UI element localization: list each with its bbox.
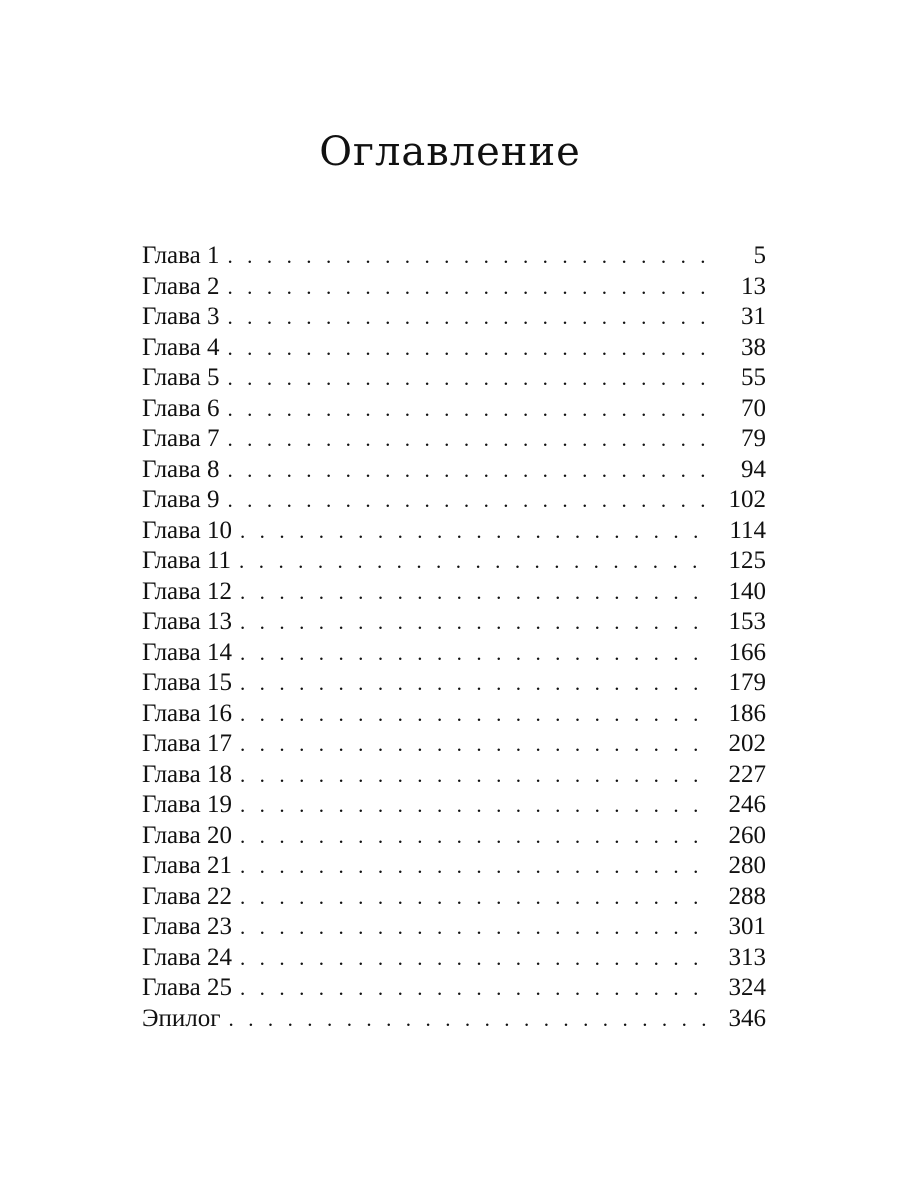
toc-entry[interactable] [142,729,766,760]
dot-leader [240,943,706,974]
page-number: 5 [753,242,766,269]
dot-leader [240,821,706,852]
page-number: 246 [728,791,766,818]
page-number: 346 [728,1004,766,1032]
page-number: 324 [728,974,766,1001]
toc-entry[interactable] [142,607,766,638]
page-number: 70 [741,394,766,422]
chapter-title: Глава 8 [142,455,220,483]
page-number: 301 [728,913,766,940]
chapter-title: Глава 14 [142,638,232,666]
page-number: 140 [728,577,766,605]
page-number: 13 [741,272,766,300]
chapter-title: Глава 23 [142,913,232,940]
dot-leader [240,973,706,1004]
dot-leader [227,302,706,333]
toc-entry[interactable] [142,546,766,577]
dot-leader [240,729,706,760]
toc-entry[interactable] [142,485,766,516]
dot-leader [229,1004,707,1035]
page-number: 186 [728,699,766,727]
dot-leader [227,272,706,303]
dot-leader [240,790,706,821]
toc-entry[interactable] [142,516,766,547]
dot-leader [240,607,706,638]
dot-leader [240,668,706,699]
page-number: 94 [741,455,766,483]
toc-entry[interactable] [142,760,766,791]
chapter-title: Глава 25 [142,974,232,1001]
chapter-title: Глава 19 [142,791,232,818]
dot-leader [227,424,706,455]
page-number: 114 [729,516,766,544]
toc-entry[interactable] [142,973,766,1004]
chapter-title: Глава 11 [142,547,232,574]
chapter-title: Глава 2 [142,272,220,300]
chapter-title: Глава 12 [142,577,232,605]
dot-leader [227,455,706,486]
chapter-title: Глава 5 [142,364,220,391]
chapter-title: Глава 16 [142,699,232,727]
page-number: 227 [728,760,766,788]
toc-entry[interactable] [142,394,766,425]
dot-leader [240,516,706,547]
toc-entry[interactable] [142,790,766,821]
table-of-contents [142,241,766,1034]
page-number: 79 [741,425,766,452]
page-number: 202 [728,730,766,757]
toc-entry[interactable] [142,333,766,364]
chapter-title: Глава 9 [142,486,220,513]
chapter-title: Глава 15 [142,669,232,696]
dot-leader [227,333,706,364]
toc-entry[interactable] [142,882,766,913]
toc-entry[interactable] [142,577,766,608]
dot-leader [240,638,706,669]
chapter-title: Глава 18 [142,760,232,788]
dot-leader [227,394,706,425]
dot-leader [240,912,706,943]
dot-leader [240,577,706,608]
chapter-title: Глава 7 [142,425,220,452]
chapter-title: Глава 22 [142,882,232,910]
chapter-title: Эпилог [142,1004,221,1032]
dot-leader [227,241,706,272]
dot-leader [240,882,706,913]
page-number: 38 [741,333,766,361]
page-number: 55 [741,364,766,391]
dot-leader [240,699,706,730]
toc-entry[interactable] [142,272,766,303]
page-number: 280 [728,852,766,879]
toc-entry[interactable] [142,699,766,730]
chapter-title: Глава 1 [142,242,220,269]
page-number: 31 [741,303,766,330]
toc-entry[interactable] [142,638,766,669]
toc-entry[interactable] [142,912,766,943]
chapter-title: Глава 4 [142,333,220,361]
chapter-title: Глава 3 [142,303,220,330]
toc-entry[interactable] [142,943,766,974]
page-number: 179 [728,669,766,696]
chapter-title: Глава 17 [142,730,232,757]
dot-leader [239,546,706,577]
page-number: 125 [728,547,766,574]
chapter-title: Глава 10 [142,516,232,544]
chapter-title: Глава 13 [142,608,232,635]
toc-entry[interactable] [142,241,766,272]
toc-entry[interactable] [142,424,766,455]
toc-entry-epilogue[interactable] [142,1004,766,1035]
dot-leader [240,760,706,791]
toc-entry[interactable] [142,302,766,333]
page-number: 288 [728,882,766,910]
page-number: 153 [728,608,766,635]
page-number: 166 [728,638,766,666]
dot-leader [227,485,706,516]
chapter-title: Глава 20 [142,821,232,849]
dot-leader [240,851,706,882]
page-number: 102 [728,486,766,513]
page-number: 260 [728,821,766,849]
toc-entry[interactable] [142,668,766,699]
toc-entry[interactable] [142,455,766,486]
page-title: Оглавление [319,129,581,175]
dot-leader [227,363,706,394]
chapter-title: Глава 6 [142,394,220,422]
page-number: 313 [728,943,766,971]
chapter-title: Глава 24 [142,943,232,971]
toc-entry[interactable] [142,821,766,852]
toc-entry[interactable] [142,363,766,394]
chapter-title: Глава 21 [142,852,232,879]
toc-entry[interactable] [142,851,766,882]
